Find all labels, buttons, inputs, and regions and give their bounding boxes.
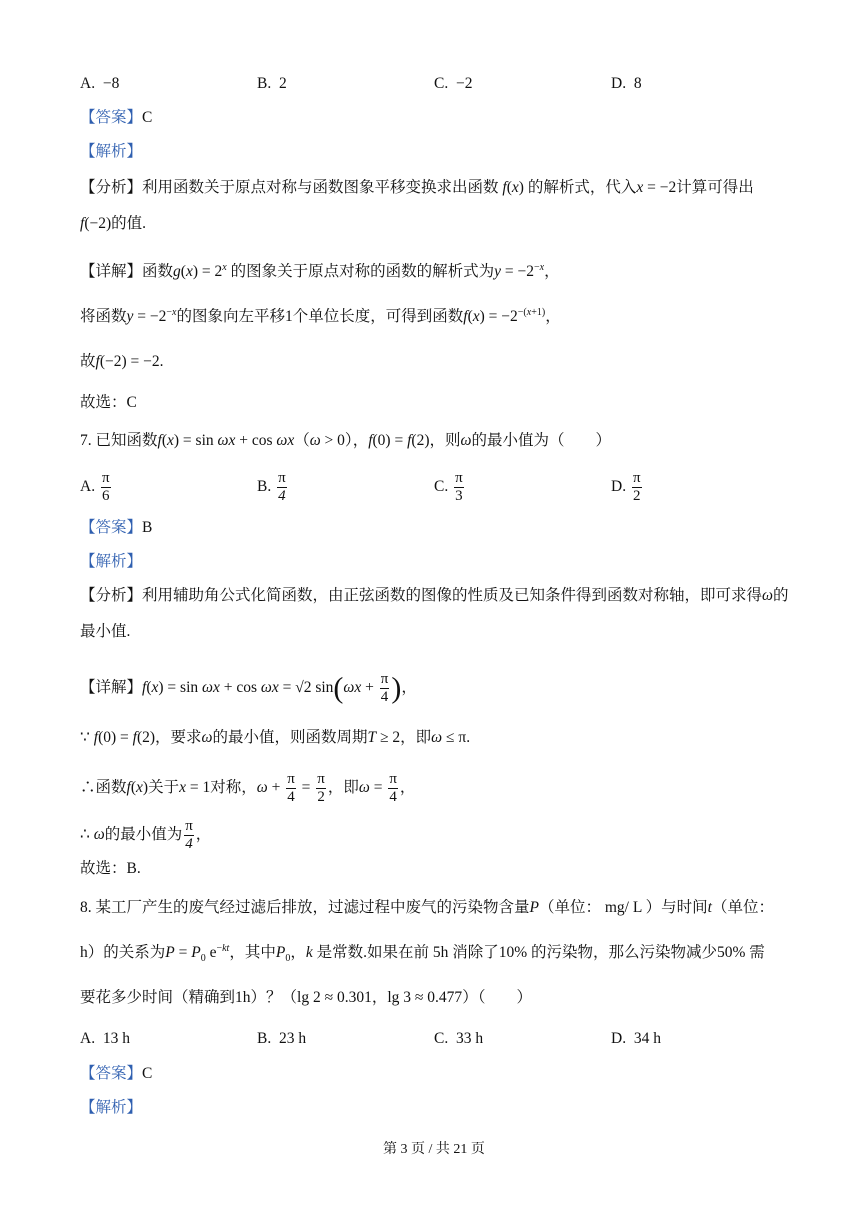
q8-analysis-heading: 【解析】 <box>80 1099 143 1116</box>
q7-because: ∵ f(0) = f(2)，要求ω的最小值，则函数周期T ≥ 2，即ω ≤ π. <box>80 729 471 746</box>
q7-answer: 【答案】B <box>80 519 153 536</box>
q8-stem-2: h）的关系为$P = P_0$ $e^{-kt}$，其中$P_0$，k 是常数.如果在前 5h 消除了10% 的污染物，那么污染物减少50% 需 <box>80 942 765 965</box>
q7-therefore-1: ∴函数f(x)关于x = 1对称，ω + $\frac{\pi}{4}$ = $\frac{\pi}{2}$ ，即ω = $\frac{\pi}{4}$ ， <box>80 771 416 805</box>
q7-detail-formula: 【详解】f(x) = sin ωx + cos ωx = √2 sin(ωx + $\frac{\pi}{4}$ )， <box>80 671 417 705</box>
q6-option-d: D. 8 <box>611 75 642 92</box>
q6-detail-2: 将函数$y = -2^{-x}$的图象向左平移1个单位长度，可得到函数$f(x) = -2^{-(x+1)}$， <box>80 306 561 325</box>
q6-option-b: B. 2 <box>257 75 287 92</box>
q6-analysis-heading: 【解析】 <box>80 143 143 160</box>
q8-stem-1: 8. 某工厂产生的废气经过滤后排放，过滤过程中废气的污染物含量P（单位： mg/ L ）与时间t（单位： <box>80 899 774 916</box>
q6-choice: 故选：C <box>80 394 137 411</box>
q7-analysis-heading: 【解析】 <box>80 553 143 570</box>
q6-fenxi: 【分析】利用函数关于原点对称与函数图象平移变换求出函数 f(x) 的解析式，代入x = −2计算可得出 <box>80 179 754 196</box>
q7-option-c: C. $\frac{\pi}{3}$ <box>434 470 463 504</box>
q7-fenxi: 【分析】利用辅助角公式化简函数，由正弦函数的图像的性质及已知条件得到函数对称轴，即可求得ω的 <box>80 587 789 604</box>
q7-fenxi-cont: 最小值. <box>80 623 131 640</box>
q7-option-d: D. $\frac{\pi}{2}$ <box>611 470 641 504</box>
q6-fenxi-cont: f(−2)的值. <box>80 215 147 232</box>
q8-option-c: C. 33 h <box>434 1030 484 1047</box>
q6-detail-1: 【详解】函数$g(x) = 2^x$ 的图象关于原点对称的函数的解析式为$y = -2^{-x}$， <box>80 261 560 280</box>
q6-option-c: C. −2 <box>434 75 473 92</box>
q6-answer: 【答案】C <box>80 109 153 126</box>
q7-option-a: A. $\frac{\pi}{6}$ <box>80 470 110 504</box>
page-footer: 第 3 页 / 共 21 页 <box>383 1142 485 1157</box>
q6-option-a: A. −8 <box>80 75 120 92</box>
q8-option-b: B. 23 h <box>257 1030 307 1047</box>
q7-choice: 故选：B. <box>80 860 141 877</box>
q7-therefore-2: ∴ ω的最小值为 $\frac{\pi}{4}$ ， <box>80 818 212 852</box>
q7-option-b: B. $\frac{\pi}{4}$ <box>257 470 286 504</box>
q6-detail-3: 故f(−2) = −2. <box>80 353 164 370</box>
q8-option-d: D. 34 h <box>611 1030 661 1047</box>
q7-stem: 7. 已知函数f(x) = sin ωx + cos ωx（ω > 0），f(0) = f(2)，则ω的最小值为（ ） <box>80 432 611 449</box>
q8-option-a: A. 13 h <box>80 1030 130 1047</box>
q8-stem-3: 要花多少时间（精确到1h）？（lg 2 ≈ 0.301，lg 3 ≈ 0.477）（ ） <box>80 989 532 1006</box>
q8-answer: 【答案】C <box>80 1065 153 1082</box>
